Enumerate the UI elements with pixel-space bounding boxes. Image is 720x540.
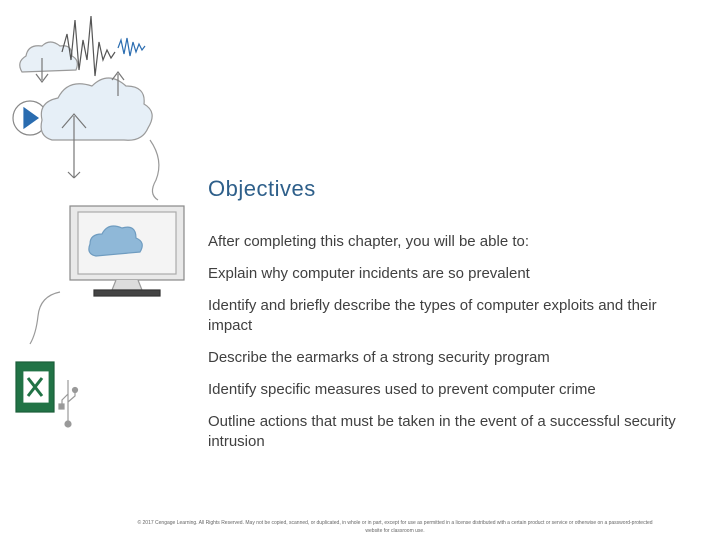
usb-icon — [59, 380, 78, 427]
list-item: Describe the earmarks of a strong security program — [208, 349, 550, 366]
list-item: Identify and briefly describe the types of computer exploits and their impact — [208, 297, 657, 334]
cloud-upload-icon — [41, 72, 152, 178]
slide-title: Objectives — [208, 176, 316, 201]
excel-icon — [16, 362, 54, 412]
copyright-footer: © 2017 Cengage Learning. All Rights Reserved. May not be copied, scanned, or duplicated, in whole or in part, except for use as permitted in a license distributed with a certain product or service or otherwise on a password-protected website for classroom use. — [137, 520, 653, 534]
decorative-illustration — [0, 0, 200, 430]
list-item: After completing this chapter, you will be able to: — [208, 233, 530, 250]
list-item: Identify specific measures used to prevent computer crime — [208, 381, 596, 398]
monitor-cloud-icon — [70, 206, 184, 296]
list-item: Outline actions that must be taken in the event of a successful security intrusion — [208, 413, 676, 450]
objectives-list — [208, 232, 688, 464]
list-item: Explain why computer incidents are so prevalent — [208, 265, 530, 282]
